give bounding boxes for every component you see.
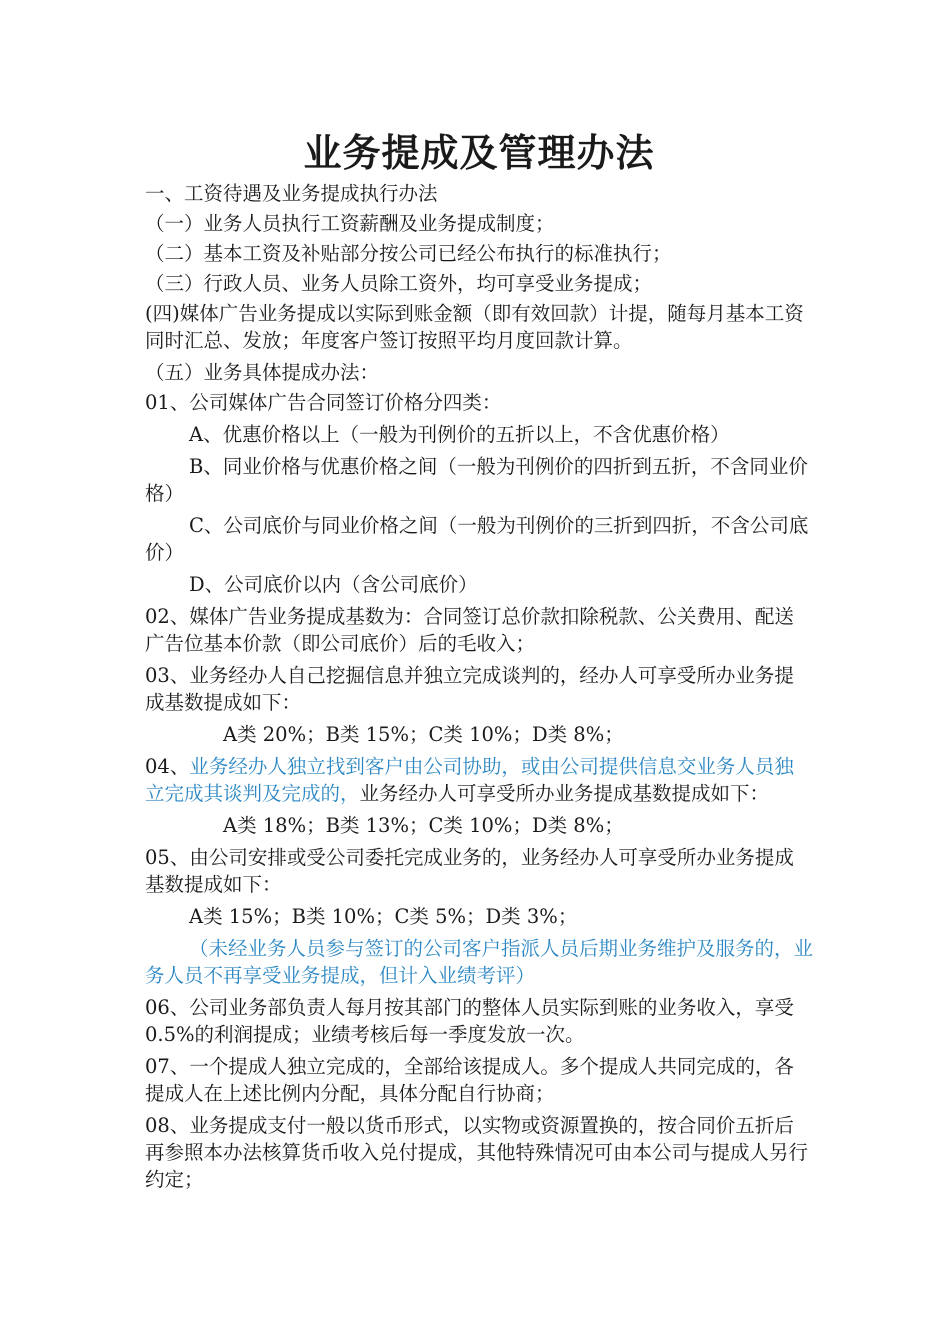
paragraph-item-4: (四)媒体广告业务提成以实际到账金额（即有效回款）计提，随每月基本工资同时汇总、发放；年度客户签订按照平均月度回款计算。 <box>145 302 804 352</box>
rule-01-d: D、公司底价以内（含公司底价） <box>189 573 478 596</box>
document-page <box>145 128 813 1198</box>
rule-02: 02、媒体广告业务提成基数为：合同签订总价款扣除税款、公关费用、配送广告位基本价款（即公司底价）后的毛收入； <box>145 605 794 655</box>
rule-04-number: 04、 <box>145 755 190 778</box>
rule-08: 08、业务提成支付一般以货币形式，以实物或资源置换的，按合同价五折后再参照本办法核算货币收入兑付提成，其他特殊情况可由本公司与提成人另行约定； <box>145 1114 809 1191</box>
rule-03-rates: A类 20%；B类 15%；C类 10%；D类 8%； <box>223 723 624 746</box>
rule-05-rates: A类 15%；B类 10%；C类 5%；D类 3%； <box>189 905 578 928</box>
rule-05: 05、由公司安排或受公司委托完成业务的，业务经办人可享受所办业务提成基数提成如下： <box>145 846 794 896</box>
paragraph-item-2: （二）基本工资及补贴部分按公司已经公布执行的标准执行； <box>145 242 672 265</box>
rule-01-b: B、同业价格与优惠价格之间（一般为刊例价的四折到五折，不含同业价格） <box>145 455 808 505</box>
section-heading: 一、工资待遇及业务提成执行办法 <box>145 182 438 205</box>
paragraph-item-3: （三）行政人员、业务人员除工资外，均可享受业务提成； <box>145 272 653 295</box>
rule-01-a: A、优惠价格以上（一般为刊例价的五折以上，不含优惠价格） <box>189 423 730 446</box>
paragraph-item-5: （五）业务具体提成办法： <box>145 361 380 384</box>
rule-01: 01、公司媒体广告合同签订价格分四类： <box>145 391 502 414</box>
rule-07: 07、一个提成人独立完成的，全部给该提成人。多个提成人共同完成的，各提成人在上述比例内分配，具体分配自行协商； <box>145 1055 794 1105</box>
rule-03: 03、业务经办人自己挖掘信息并独立完成谈判的，经办人可享受所办业务提成基数提成如下： <box>145 664 794 714</box>
paragraph-item-1: （一）业务人员执行工资薪酬及业务提成制度； <box>145 212 555 235</box>
rule-04-rates: A类 18%；B类 13%；C类 10%；D类 8%； <box>223 814 624 837</box>
rule-01-c: C、公司底价与同业价格之间（一般为刊例价的三折到四折，不含公司底价） <box>145 514 809 564</box>
rule-04-highlight: 业务经办人独立找到客户由公司协助，或由公司提供信息交业务人员独立完成其谈判及完成的， <box>145 755 794 805</box>
rule-04 <box>145 753 813 807</box>
rule-05-note: （未经业务人员参与签订的公司客户指派人员后期业务维护及服务的，业务人员不再享受业务提成，但计入业绩考评） <box>145 937 814 987</box>
document-title: 业务提成及管理办法 <box>303 131 655 175</box>
rule-04-rest: 业务经办人可享受所办业务提成基数提成如下： <box>359 782 770 805</box>
rule-06: 06、公司业务部负责人每月按其部门的整体人员实际到账的业务收入，享受0.5%的利润提成；业绩考核后每一季度发放一次。 <box>145 996 794 1046</box>
